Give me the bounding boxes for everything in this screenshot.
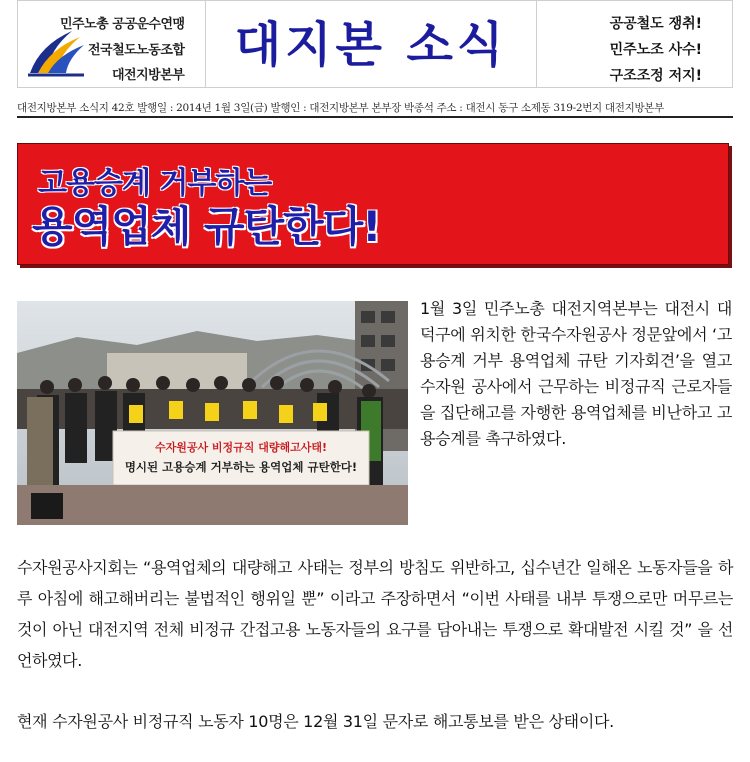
masthead-box xyxy=(206,0,536,88)
photo-banner-line1: 수자원공사 비정규직 대량해고사태! xyxy=(154,441,328,454)
photo-banner-line2: 명시된 고용승계 거부하는 용역업체 규탄한다! xyxy=(124,460,358,474)
slogan-3: 구조조정 저지! xyxy=(609,68,702,84)
issue-info-bar: 대전지방본부 소식지 42호 발행일 : 2014년 1월 3일(금) 발행인 : 대전지방본부 본부장 박종석 주소 : 대전시 동구 소제동 319-2번지 대전지방본부 xyxy=(17,102,664,114)
article-paragraph-3: 현재 수자원공사 비정규직 노동자 10명은 12월 31일 문자로 해고통보를 받은 상태이다. xyxy=(17,712,614,731)
header-divider xyxy=(17,116,733,118)
slogan-1: 공공철도 쟁취! xyxy=(609,16,702,32)
org-name-line2: 전국철도노동조합 xyxy=(88,43,185,58)
union-logo-box xyxy=(17,0,206,88)
slogan-2: 민주노조 사수! xyxy=(609,42,702,58)
org-name-line1: 민주노총 공공운수연맹 xyxy=(60,17,185,32)
headline-line2: 용역업체 규탄한다! xyxy=(32,202,381,251)
org-name-line3: 대전지방본부 xyxy=(112,68,185,83)
slogan-box xyxy=(536,0,733,88)
article-paragraph-2: 수자원공사지회는 “용역업체의 대량해고 사태는 정부의 방침도 위반하고, 십수년간 일해온 노동자들을 하루 아침에 해고해버리는 불법적인 행위일 뿐” 이라고 주장하면서 “이번 사태를 내부 투쟁으로만 머무르는 것이 아닌 대전지역 전체 비정규 간접고용 노동자들의 요구를 담아내는 투쟁으로 확대발전 시킬 것” 을 선언하였다. xyxy=(17,558,733,670)
headline-banner xyxy=(17,143,729,265)
press-conference-photo xyxy=(17,301,408,525)
masthead-title: 대지본 소식 xyxy=(234,17,508,73)
newsletter-header xyxy=(17,0,733,92)
headline-line1: 고용승계 거부하는 xyxy=(38,166,272,201)
article-paragraph-1: 1월 3일 민주노총 대전지역본부는 대전시 대덕구에 위치한 한국수자원공사 정문앞에서 ‘고용승계 거부 용역업체 규탄 기자회견’을 열고 수자원 공사에서 근무하는 비정규직 근로자들을 집단해고를 자행한 용역업체를 비난하고 고용승계를 촉구하였다. xyxy=(420,299,732,448)
protest-scene-image xyxy=(17,301,408,525)
